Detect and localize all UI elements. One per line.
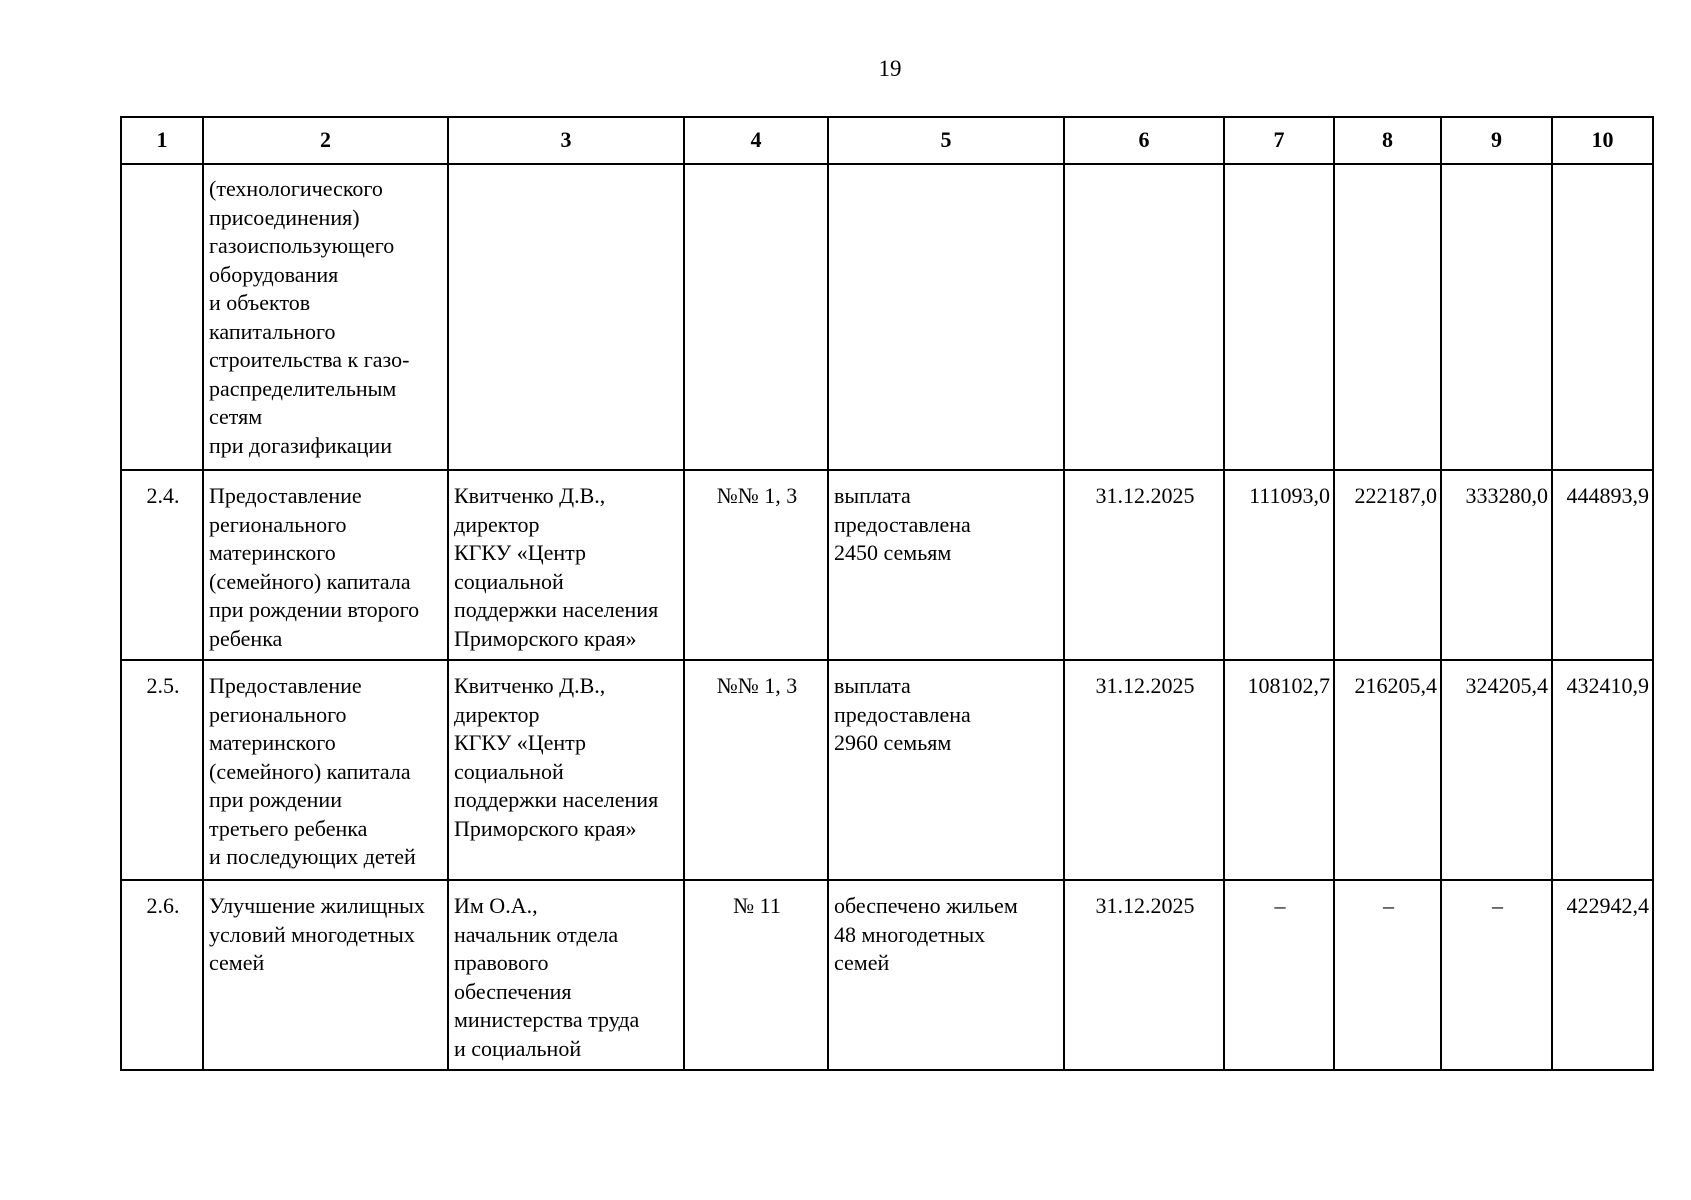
cell-document [684,164,828,470]
table-row [121,660,1653,880]
column-header-1: 1 [121,117,203,164]
responsible-text-line: социальной [454,758,564,784]
cell-responsible [448,660,684,880]
event-text-line: Улучшение жилищных [209,893,425,918]
event-text-line: семей [209,950,265,975]
cell-result [828,660,1064,880]
event-text-line: третьего ребенка [209,815,368,841]
event-text-line: материнского [209,540,336,565]
event-text-line: (семейного) капитала [209,568,411,594]
result-text-line: выплата [834,483,911,508]
result-text-line: 48 многодетных [834,921,986,947]
cell-value-9: 333280,0 [1441,470,1552,660]
cell-value-8: 222187,0 [1334,470,1441,660]
responsible-text-line: директор [454,511,540,537]
cell-number [121,164,203,470]
event-text-line: (технологического [209,176,383,201]
responsible-text-line: социальной [454,568,564,594]
event-text-line: Предоставление [209,483,362,508]
event-text-line: материнского [209,730,336,755]
cell-value-8 [1334,164,1441,470]
column-header-8: 8 [1334,117,1441,164]
cell-result [828,880,1064,1070]
responsible-text-line: министерства труда [454,1007,640,1032]
cell-number: 2.6. [121,880,203,1070]
column-header-4: 4 [684,117,828,164]
event-text-line: при догазификации [209,432,392,458]
result-text-line: предоставлена [834,701,971,727]
event-text-line: регионального [209,701,347,727]
responsible-text-line: Им О.А., [454,893,538,918]
cell-value-7: 108102,7 [1224,660,1334,880]
cell-number: 2.5. [121,660,203,880]
cell-document: № 11 [684,880,828,1070]
cell-document: №№ 1, 3 [684,470,828,660]
cell-date: 31.12.2025 [1064,660,1224,880]
cell-value-7: – [1224,880,1334,1070]
result-text-line: семей [834,950,890,975]
result-text-line: выплата [834,673,911,698]
event-text-line: Предоставление [209,673,362,698]
events-table [120,116,1654,1071]
event-text-line: оборудования [209,261,339,287]
responsible-text-line: Приморского края» [454,815,637,841]
result-text-line: 2450 семьям [834,540,952,565]
cell-responsible [448,880,684,1070]
column-header-3: 3 [448,117,684,164]
responsible-text-line: правового [454,950,549,975]
column-header-2: 2 [203,117,448,164]
result-text-line: предоставлена [834,511,971,537]
cell-event [203,880,448,1070]
event-text-line: и последующих детей [209,844,416,869]
event-text-line: при рождении [209,787,342,812]
responsible-text-line: Приморского края» [454,625,637,651]
cell-number: 2.4. [121,470,203,660]
event-text-line: ребенка [209,625,283,651]
responsible-text-line: поддержки населения [454,787,659,812]
header-row [121,117,1653,164]
event-text-line: распределительным [209,375,397,401]
cell-responsible [448,164,684,470]
cell-value-9 [1441,164,1552,470]
column-header-6: 6 [1064,117,1224,164]
event-text-line: (семейного) капитала [209,758,411,784]
responsible-text-line: Квитченко Д.В., [454,483,606,508]
cell-result [828,164,1064,470]
result-text-line: обеспечено жильем [834,893,1018,918]
responsible-text-line: Квитченко Д.В., [454,673,606,698]
table-row [121,880,1653,1070]
responsible-text-line: поддержки населения [454,597,659,622]
cell-date [1064,164,1224,470]
column-header-10: 10 [1552,117,1653,164]
cell-event [203,164,448,470]
cell-value-10 [1552,164,1653,470]
page-number: 19 [878,56,902,81]
responsible-text-line: КГКУ «Центр [454,540,587,565]
cell-value-9: 324205,4 [1441,660,1552,880]
cell-event [203,470,448,660]
cell-document: №№ 1, 3 [684,660,828,880]
column-header-7: 7 [1224,117,1334,164]
cell-result [828,470,1064,660]
event-text-line: сетям [209,404,263,429]
responsible-text-line: директор [454,701,540,727]
event-text-line: и объектов [209,290,311,315]
responsible-text-line: начальник отдела [454,921,619,947]
cell-value-9: – [1441,880,1552,1070]
column-header-5: 5 [828,117,1064,164]
cell-value-10: 422942,4 [1552,880,1653,1070]
cell-value-7: 111093,0 [1224,470,1334,660]
column-header-9: 9 [1441,117,1552,164]
cell-value-7 [1224,164,1334,470]
responsible-text-line: обеспечения [454,978,572,1004]
event-text-line: газоиспользующего [209,233,395,258]
table-row-continuation [121,164,1653,470]
cell-value-8: – [1334,880,1441,1070]
cell-value-10: 432410,9 [1552,660,1653,880]
result-text-line: 2960 семьям [834,730,952,755]
cell-event [203,660,448,880]
cell-date: 31.12.2025 [1064,470,1224,660]
event-text-line: капитального [209,318,336,344]
cell-responsible [448,470,684,660]
event-text-line: условий многодетных [209,921,415,947]
table-row [121,470,1653,660]
cell-date: 31.12.2025 [1064,880,1224,1070]
cell-value-10: 444893,9 [1552,470,1653,660]
cell-value-8: 216205,4 [1334,660,1441,880]
event-text-line: строительства к газо- [209,347,410,372]
responsible-text-line: КГКУ «Центр [454,730,587,755]
event-text-line: при рождении второго [209,597,420,622]
responsible-text-line: и социальной [454,1035,582,1061]
event-text-line: регионального [209,511,347,537]
event-text-line: присоединения) [209,204,360,230]
